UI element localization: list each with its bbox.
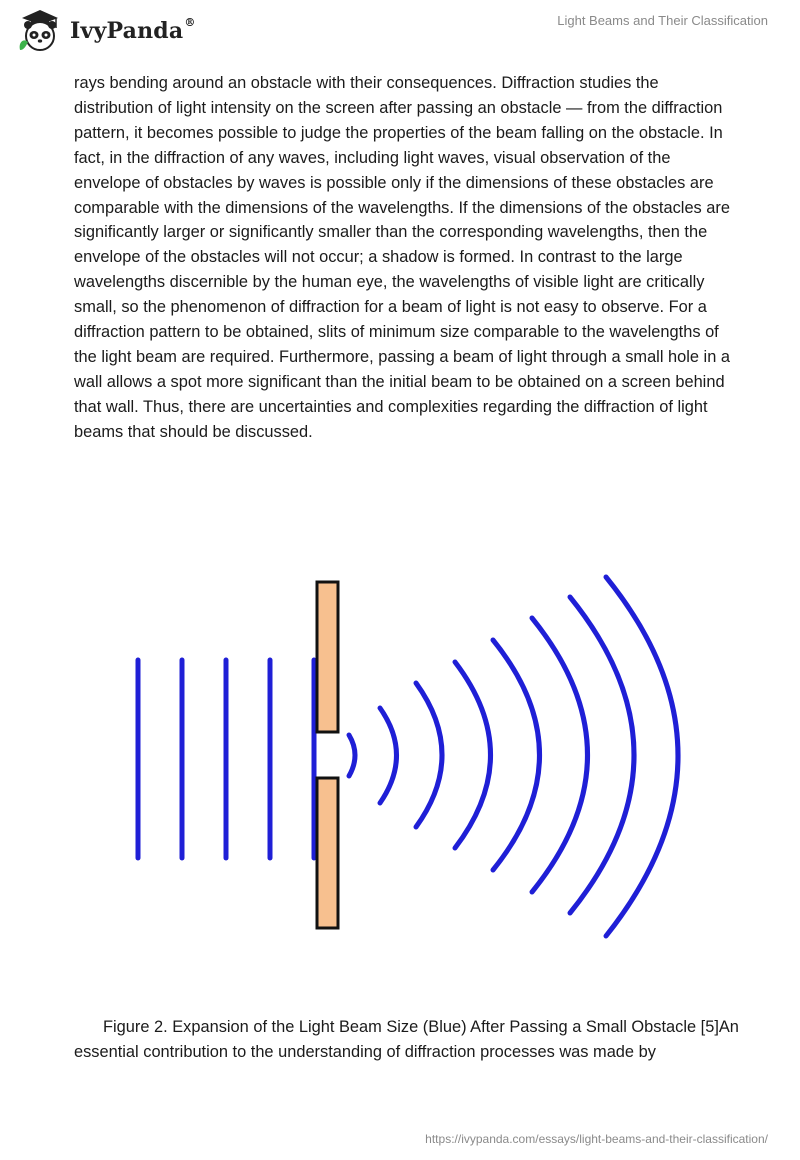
diffracted-wavefront — [606, 577, 678, 936]
brand-name: IvyPanda® — [70, 16, 196, 44]
diffraction-diagram — [110, 545, 710, 970]
figure-caption — [74, 1015, 754, 1065]
panda-logo-icon — [14, 6, 66, 54]
source-url[interactable]: https://ivypanda.com/essays/light-beams-and-their-classification/ — [425, 1132, 768, 1146]
diffracted-wavefront — [349, 735, 355, 776]
diffracted-wavefront — [380, 708, 397, 803]
ivypanda-logo[interactable] — [14, 6, 196, 54]
body-paragraph: rays bending around an obstacle with their consequences. Diffraction studies the distribution of light intensity on the screen after passing an obstacle — from the diffraction pattern, it becomes possible to judge the properties of the beam falling on the obstacle. In fact, in the diffraction of any waves, including light waves, visual observation of the envelope of obstacles by waves is possible only if the dimensions of these obstacles are comparable with the dimensions of the wavelengths. If the dimensions of the obstacles are significantly larger or significantly smaller than the corresponding wavelengths, then the envelope of the obstacles will not occur; a shadow is formed. In contrast to the large wavelengths discernible by the human eye, the wavelengths of visible light are critically small, so the phenomenon of diffraction for a beam of light is not easy to observe. For a diffraction pattern to be obtained, slits of minimum size comparable to the wavelengths of the light beam are required. Furthermore, passing a beam of light through a small hole in a wall allows a spot more significant than the initial beam to be obtained on a screen behind that wall. Thus, there are uncertainties and complexities regarding the diffraction of light beams that should be discussed. — [74, 74, 730, 441]
diffraction-figure — [110, 545, 710, 970]
barrier-lower — [317, 778, 338, 928]
barrier-upper — [317, 582, 338, 732]
diffracted-wavefront — [416, 683, 442, 827]
caption-text: Figure 2. Expansion of the Light Beam Size (Blue) After Passing a Small Obstacle [5]An essential contribution to the understanding of diffraction processes was made by — [74, 1018, 739, 1061]
diffracted-wavefront — [493, 640, 540, 870]
diffracted-wavefront — [455, 662, 491, 848]
document-title: Light Beams and Their Classification — [557, 13, 768, 28]
diffracted-wavefront — [570, 597, 634, 913]
page-header — [0, 0, 800, 70]
